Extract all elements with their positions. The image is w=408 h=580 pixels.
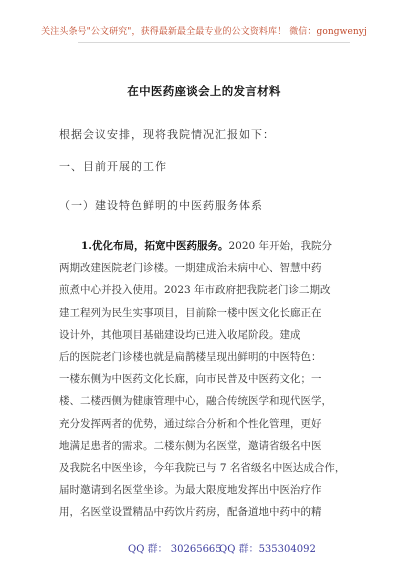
footer-qq-group-2: QQ 群：535304092 (219, 544, 316, 555)
body-first-line (59, 235, 359, 257)
body-lead-heading: 1.优化布局，拓宽中医药服务。 (81, 240, 229, 252)
body-line: 两期改建医院老门诊楼。一期建成治未病中心、智慧中药 (59, 262, 322, 275)
body-line: 后的医院老门诊楼也就是扁鹊楼呈现出鲜明的中医特色： (59, 351, 322, 364)
body-line: 楼、二楼西侧为健康管理中心，融合传统医学和现代医学， (59, 395, 332, 408)
body-line: 设计外，其他项目基础建设均已进入收尾阶段。建成 (59, 328, 301, 341)
body-text (59, 235, 359, 524)
subsection-heading: （一）建设特色鲜明的中医药服务体系 (59, 199, 263, 212)
intro-paragraph: 根据会议安排，现将我院情况汇报如下： (59, 128, 275, 141)
document-title: 在中医药座谈会上的发言材料 (127, 84, 281, 98)
body-line: 煎煮中心并投入使用。2023 年市政府把我院老门诊二期改 (59, 284, 331, 297)
body-line: 届时邀请到名医堂坐诊。为最大限度地发挥出中医治疗作 (59, 484, 322, 497)
body-line: 一楼东侧为中医药文化长廊，向市民普及中医药文化；一 (59, 373, 322, 386)
header-divider (78, 42, 350, 43)
body-line: 地满足患者的需求。二楼东侧为名医堂，邀请省级名中医 (59, 439, 322, 452)
footer-qq-group-1: QQ 群： 30265665 (128, 544, 222, 555)
body-line: 用，名医堂设置精品中药饮片药房，配备道地中药中的精 (59, 506, 322, 519)
body-line: 2020 年开始，我院分 (228, 240, 333, 252)
body-line: 建工程列为民生实事项目，目前除一楼中医文化长廊正在 (59, 306, 322, 319)
body-line: 充分发挥两者的优势，通过综合分析和个性化管理，更好 (59, 417, 322, 430)
header-promo-note: 关注头条号"公文研究"，获得最新最全最专业的公文资料库！ 微信：gongwenyj (41, 27, 367, 37)
section-heading: 一、目前开展的工作 (59, 160, 167, 173)
body-line: 及我院名中医坐诊，今年我院已与 7 名省级名中医达成合作， (59, 462, 346, 475)
